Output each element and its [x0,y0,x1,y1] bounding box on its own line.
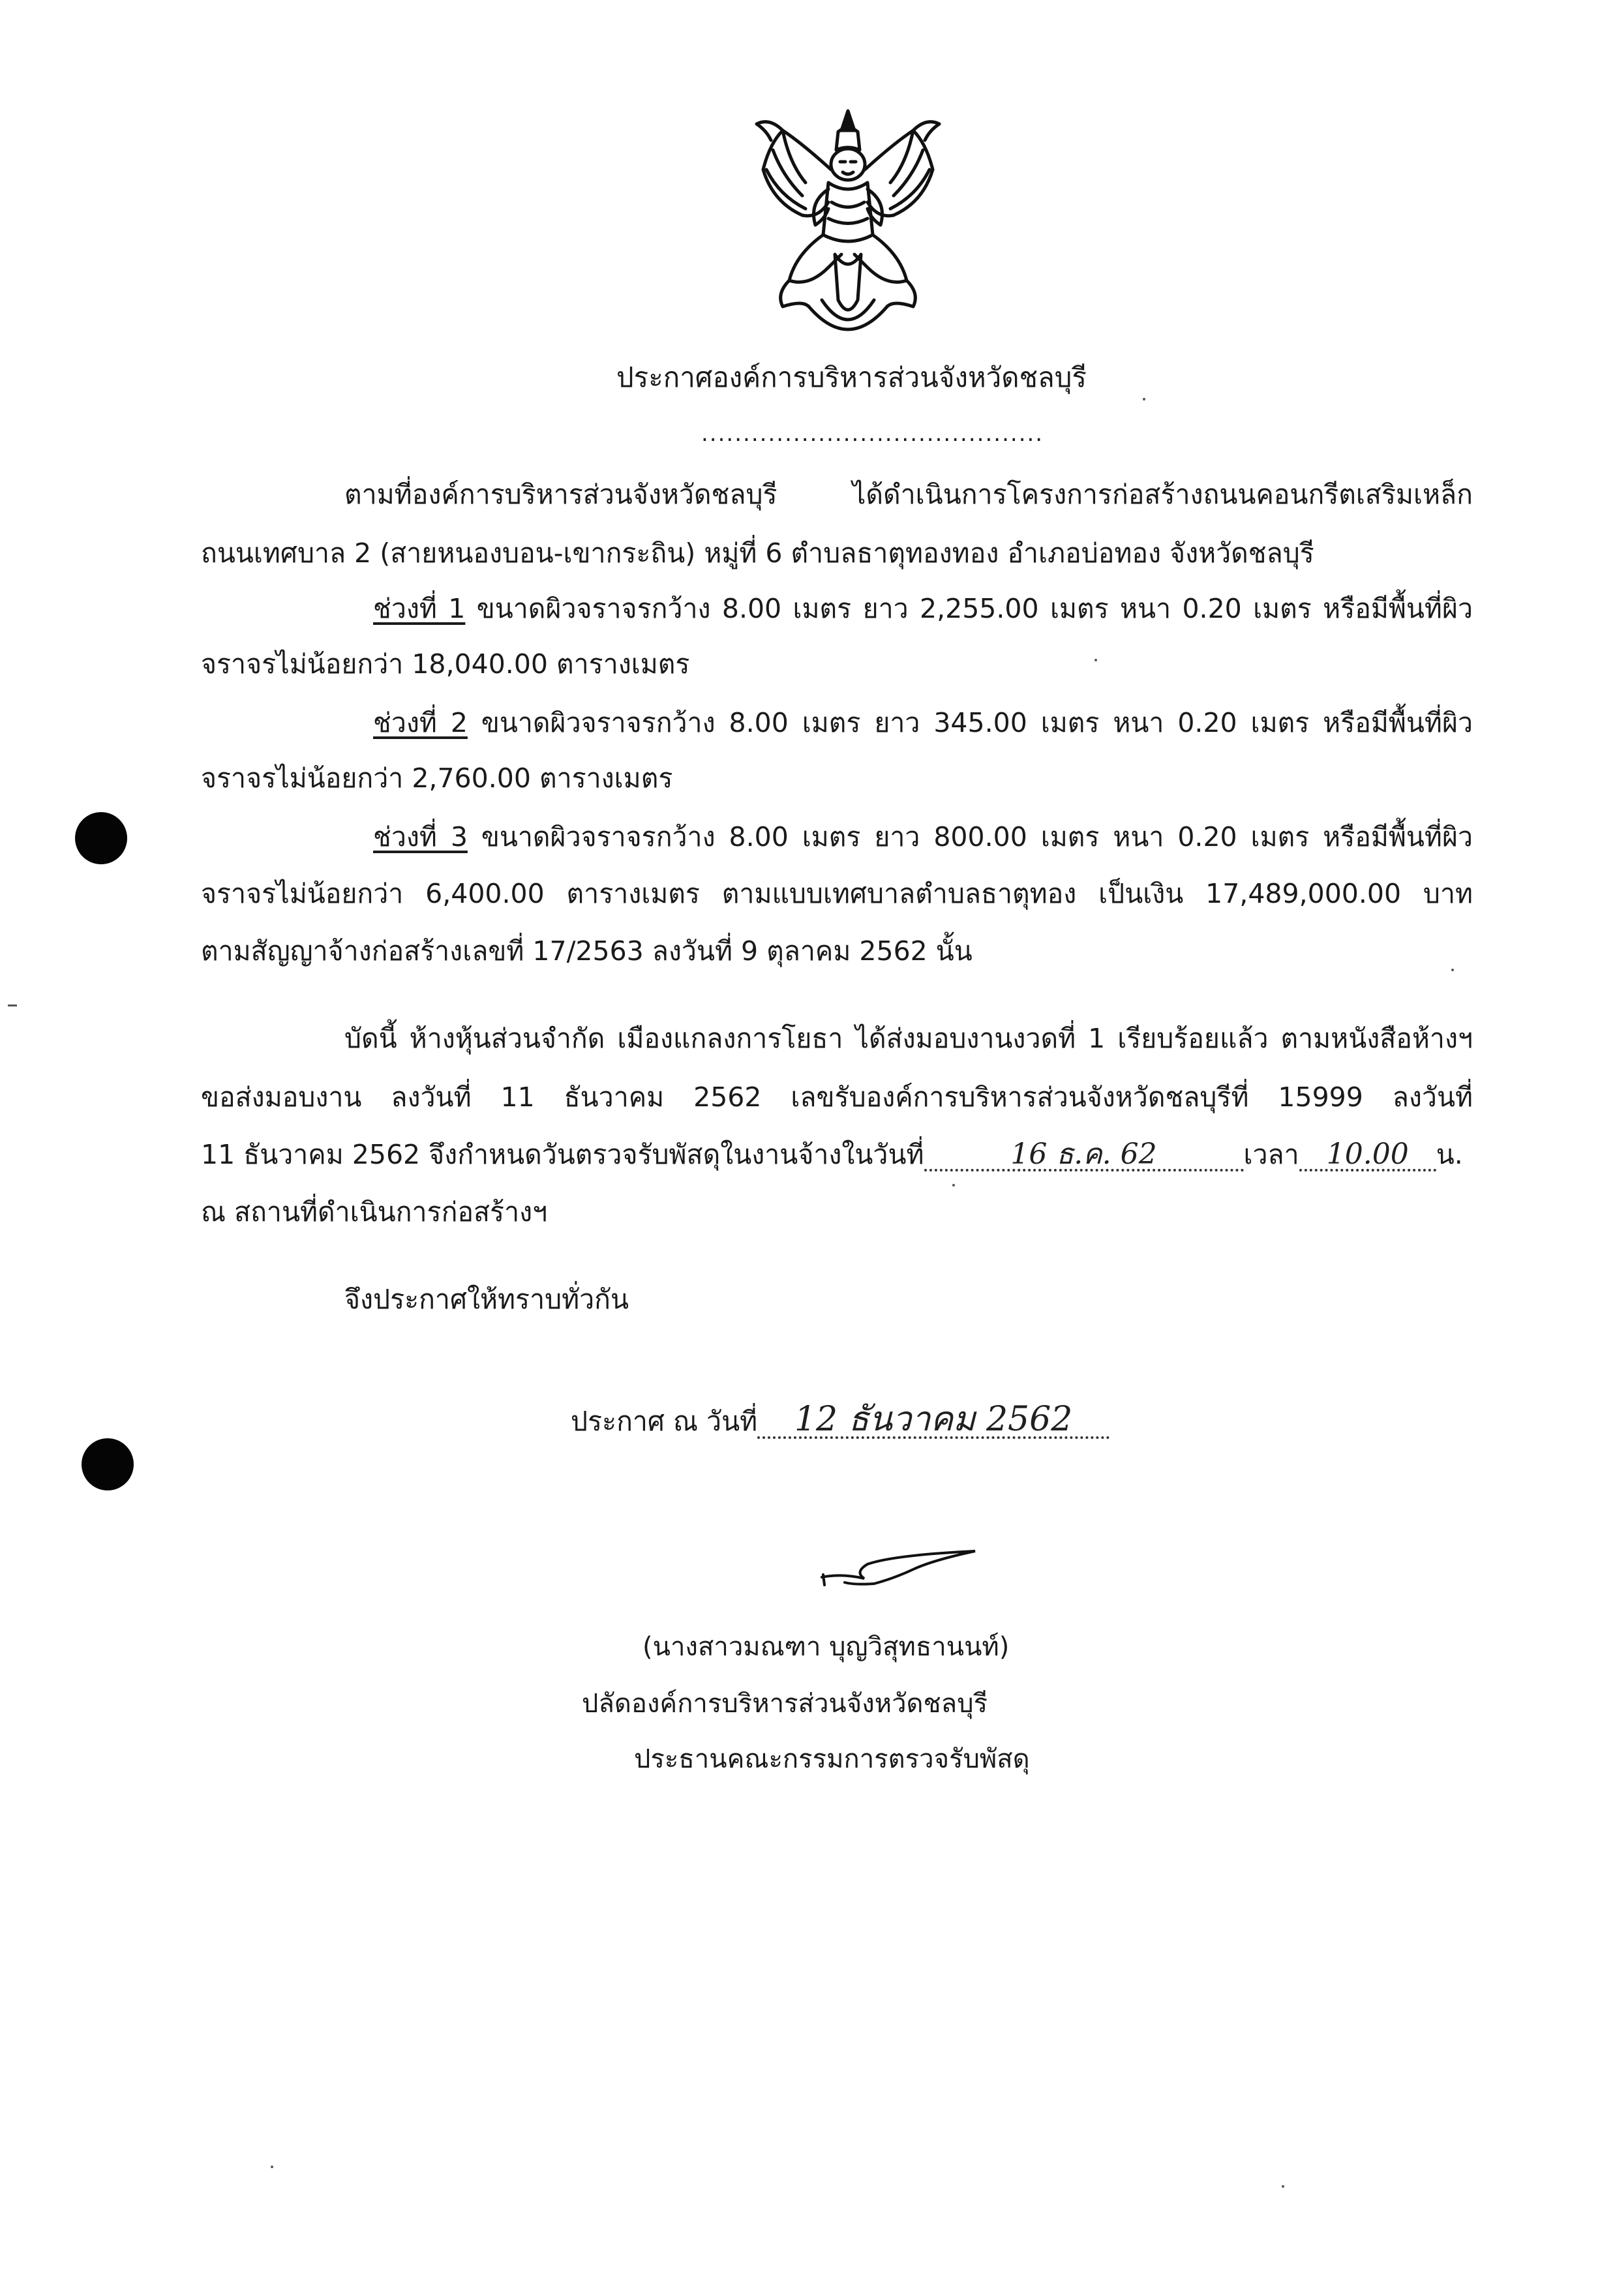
garuda-emblem-icon [744,104,952,346]
scan-speck [8,1004,17,1006]
scan-speck [1094,659,1097,661]
section-1-text: ขนาดผิวจราจรกว้าง 8.00 เมตร ยาว 2,255.00 เมตร หนา 0.20 เมตร หรือมีพื้นที่ผิว [476,593,1473,624]
section-3-line-3: ตามสัญญาจ้างก่อสร้างเลขที่ 17/2563 ลงวันที่ 9 ตุลาคม 2562 นั้น [201,935,973,967]
section-2-text: ขนาดผิวจราจรกว้าง 8.00 เมตร ยาว 345.00 เมตร หนา 0.20 เมตร หรือมีพื้นที่ผิว [481,707,1473,738]
announcement-date-line [571,1402,1109,1439]
delivery-line-3-text: 11 ธันวาคม 2562 จึงกำหนดวันตรวจรับพัสดุในงานจ้างในวันที่ [201,1139,924,1170]
intro-line-1: ตามที่องค์การบริหารส่วนจังหวัดชลบุรี ได้ดำเนินการโครงการก่อสร้างถนนคอนกรีตเสริมเหล็ก [344,479,1473,510]
section-3-line-1 [373,821,1473,853]
section-1-line-1 [373,593,1473,624]
scan-speck [1282,2185,1284,2188]
scan-speck [1451,969,1454,971]
delivery-line-1: บัดนี้ ห้างหุ้นส่วนจำกัด เมืองแกลงการโยธา ได้ส่งมอบงานงวดที่ 1 เรียบร้อยแล้ว ตามหนังสือห้างฯ [344,1023,1473,1054]
inspection-time-handwritten: 10.00 [1299,1140,1436,1171]
inspection-date-handwritten: 16 ธ.ค. 62 [924,1140,1244,1171]
delivery-line-3 [201,1140,1473,1171]
punch-hole [82,1438,134,1490]
section-3-label: ช่วงที่ 3 [373,821,468,853]
section-2-label: ช่วงที่ 2 [373,707,468,738]
section-2-line-1 [373,707,1473,738]
scan-speck [271,2166,273,2168]
signatory-position-2: ประธานคณะกรรมการตรวจรับพัสดุ [634,1744,1030,1774]
intro-line-2: ถนนเทศบาล 2 (สายหนองบอน-เขากระถิน) หมู่ที่ 6 ตำบลธาตุทองทอง อำเภอบ่อทอง จังหวัดชลบุรี [201,537,1314,569]
section-1-line-2: จราจรไม่น้อยกว่า 18,040.00 ตารางเมตร [201,648,690,680]
scan-speck [952,1184,955,1186]
punch-hole [75,812,127,864]
section-3-text: ขนาดผิวจราจรกว้าง 8.00 เมตร ยาว 800.00 เมตร หนา 0.20 เมตร หรือมีพื้นที่ผิว [481,821,1473,853]
section-3-line-2: จราจรไม่น้อยกว่า 6,400.00 ตารางเมตร ตามแบบเทศบาลตำบลธาตุทอง เป็นเงิน 17,489,000.00 บาท [201,878,1473,909]
announce-line: จึงประกาศให้ทราบทั่วกัน [344,1284,629,1315]
signature-icon [815,1546,985,1592]
announcement-date-label: ประกาศ ณ วันที่ [571,1406,758,1437]
signatory-name: (นางสาวมณฑา บุญวิสุทธานนท์) [642,1632,1010,1662]
announcement-date-handwritten: 12 ธันวาคม 2562 [757,1402,1109,1439]
document-title: ประกาศองค์การบริหารส่วนจังหวัดชลบุรี [616,361,1087,393]
title-dotted-rule: ......................................... [701,421,1044,447]
section-1-label: ช่วงที่ 1 [373,593,466,624]
section-2-line-2: จราจรไม่น้อยกว่า 2,760.00 ตารางเมตร [201,763,673,794]
time-label: เวลา [1243,1139,1299,1170]
scan-speck [1143,398,1145,400]
signatory-position-1: ปลัดองค์การบริหารส่วนจังหวัดชลบุรี [582,1689,988,1719]
time-unit: น. [1436,1139,1463,1170]
delivery-line-4: ณ สถานที่ดำเนินการก่อสร้างฯ [201,1196,548,1228]
delivery-line-2: ขอส่งมอบงาน ลงวันที่ 11 ธันวาคม 2562 เลขรับองค์การบริหารส่วนจังหวัดชลบุรีที่ 15999 ลงวันที่ [201,1081,1473,1113]
